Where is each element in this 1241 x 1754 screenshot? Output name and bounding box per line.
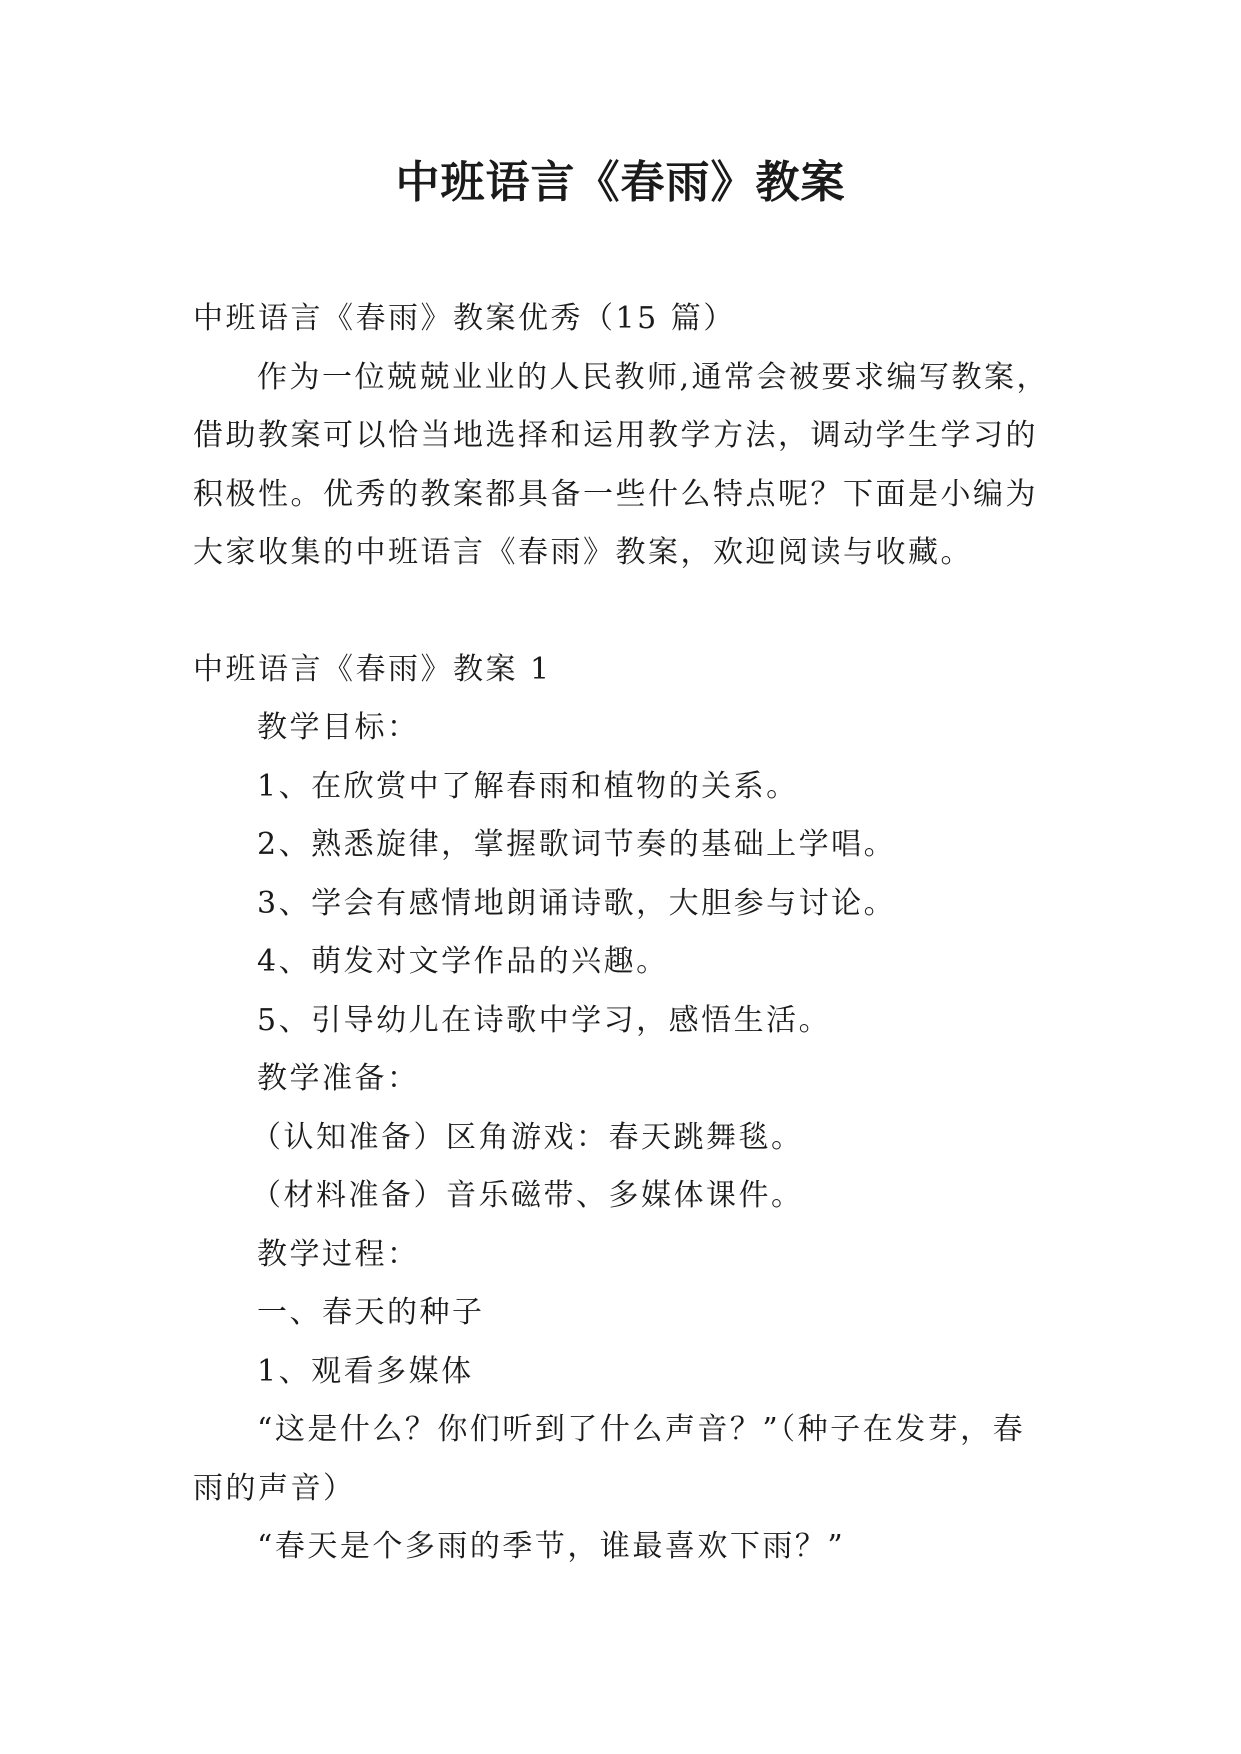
dialogue-quote: “春天是个多雨的季节，谁最喜欢下雨？”	[257, 1529, 846, 1564]
intro-paragraph: 作为一位兢兢业业的人民教师,通常会被要求编写教案，借助教案可以恰当地选择和运用教学方法，调动学生学习的积极性。优秀的教案都具备一些什么特点呢？下面是小编为大家收集的中班语言《春雨》教案，欢迎阅读与收藏。	[193, 359, 1050, 570]
goal-item: 1、在欣赏中了解春雨和植物的关系。	[257, 768, 799, 804]
document-body	[193, 290, 1053, 1577]
process-substep: 1、观看多媒体	[257, 1353, 474, 1389]
goal-item: 5、引导幼儿在诗歌中学习，感悟生活。	[257, 1002, 832, 1038]
document-title: 中班语言《春雨》教案	[395, 157, 846, 208]
goals-label: 教学目标：	[257, 710, 420, 745]
prep-item: （材料准备）音乐磁带、多媒体课件。	[251, 1178, 804, 1213]
prep-label: 教学准备：	[257, 1061, 420, 1096]
process-label: 教学过程：	[257, 1236, 420, 1272]
section-heading: 中班语言《春雨》教案 1	[193, 651, 552, 687]
dialogue-quote: “这是什么？你们听到了什么声音？”（种子在发芽，春雨的声音）	[193, 1412, 1026, 1506]
goal-item: 4、萌发对文学作品的兴趣。	[257, 944, 669, 979]
process-step: 一、春天的种子	[257, 1295, 485, 1330]
goal-item: 2、熟悉旋律，掌握歌词节奏的基础上学唱。	[257, 827, 897, 862]
collection-subtitle: 中班语言《春雨》教案优秀（15 篇）	[193, 301, 736, 336]
goal-item: 3、学会有感情地朗诵诗歌，大胆参与讨论。	[257, 885, 897, 921]
prep-item: （认知准备）区角游戏：春天跳舞毯。	[251, 1119, 804, 1155]
paragraph-spacer	[193, 583, 1053, 641]
